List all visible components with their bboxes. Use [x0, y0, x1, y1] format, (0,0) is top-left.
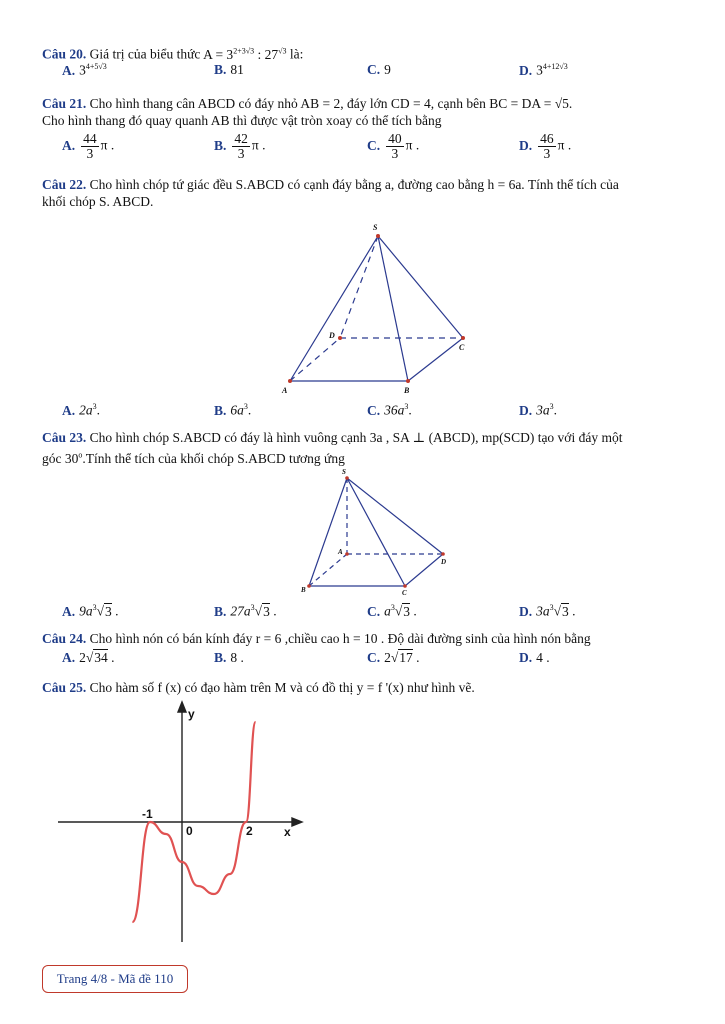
- q20-tail: là:: [289, 46, 304, 62]
- q20-options: [62, 62, 682, 84]
- q22-label-s: S: [373, 223, 378, 232]
- q21-text: Cho hình thang cân ABCD có đáy nhỏ AB = 2, đáy lớn CD = 4, cạnh bên BC = DA = √5.: [89, 96, 573, 111]
- tick-label-0: 0: [186, 824, 193, 838]
- q22-option-c[interactable]: C. $36a^3$.: [367, 402, 412, 418]
- q22-pyramid-figure: [270, 218, 480, 398]
- q21-option-a[interactable]: A. $\frac{44}{3}$ π .: [62, 131, 115, 161]
- q22-text-2: khối chóp S. ABCD.: [42, 194, 154, 209]
- q25-text: Cho hàm số f (x) có đạo hàm trên M và có đồ thị y = f '(x) như hình vẽ.: [89, 680, 475, 695]
- q24-option-d[interactable]: D. 4 .: [519, 650, 550, 665]
- q23-label-b: B: [301, 586, 306, 594]
- tick-label-2: 2: [246, 824, 253, 838]
- q23-label-s: S: [342, 468, 346, 476]
- q20-option-d[interactable]: D. $3^{4+12√3}$: [519, 62, 568, 78]
- q22-label-b: B: [404, 386, 410, 395]
- x-axis-label: x: [284, 825, 291, 839]
- q20-option-c[interactable]: C. 9: [367, 62, 391, 77]
- q22-options: [62, 402, 682, 424]
- q24-text: Cho hình nón có bán kính đáy r = 6 ,chiều cao h = 10 . Độ dài đường sinh của hình nón bằng: [89, 631, 591, 646]
- q24-option-b[interactable]: B. 8 .: [214, 650, 244, 665]
- q22-label-c: C: [459, 343, 465, 352]
- q24-number: Câu 24.: [42, 631, 87, 646]
- q20-option-b[interactable]: B. 81: [214, 62, 244, 77]
- q21-number: Câu 21.: [42, 96, 87, 111]
- q22-number: Câu 22.: [42, 177, 87, 192]
- q22-option-d[interactable]: D. $3a^3$.: [519, 402, 557, 418]
- q21-option-b[interactable]: B. $\frac{42}{3}$ π .: [214, 131, 266, 161]
- q25-derivative-graph: [58, 700, 308, 945]
- q22-label-a: A: [282, 386, 288, 395]
- q23-text-2: góc 30$^o$.Tính thể tích của khối chóp S.ABCD tương ứng: [42, 450, 345, 466]
- q20-expression: $A = 3^{2+3√3}$ : $27^{√3}$: [203, 46, 287, 62]
- question-25: [42, 679, 690, 696]
- q23-options: [62, 603, 682, 625]
- q23-option-a[interactable]: A. $9a^3√3$ .: [62, 603, 119, 619]
- q22-option-b[interactable]: B. $6a^3$.: [214, 402, 252, 418]
- q21-options: [62, 132, 682, 166]
- question-20: [42, 42, 690, 63]
- q21-text-2: Cho hình thang đó quay quanh AB thì được vật tròn xoay có thể tích bằng: [42, 113, 442, 128]
- q22-text: Cho hình chóp tứ giác đều S.ABCD có cạnh đáy bằng a, đường cao bằng h = 6a. Tính thể tích của: [89, 177, 619, 192]
- q20-text: Giá trị của biểu thức: [89, 46, 201, 62]
- y-axis-arrow: [178, 702, 186, 712]
- q23-label-a: A: [338, 548, 343, 556]
- q23-label-c: C: [402, 589, 407, 597]
- question-22: [42, 176, 690, 210]
- page-footer: Trang 4/8 - Mã đề 110: [42, 965, 188, 993]
- question-23: [42, 429, 690, 467]
- q23-text: Cho hình chóp S.ABCD có đáy là hình vuông cạnh 3a , SA ⊥ (ABCD), mp(SCD) tạo với đáy một: [89, 430, 623, 445]
- q20-option-a[interactable]: A. $3^{4+5√3}$: [62, 62, 107, 78]
- q23-number: Câu 23.: [42, 430, 87, 445]
- q24-option-c[interactable]: C. 2√17 .: [367, 650, 420, 665]
- q23-option-d[interactable]: D. $3a^3√3$ .: [519, 603, 576, 619]
- q23-label-d: D: [441, 558, 447, 566]
- q23-pyramid-figure: [295, 466, 455, 598]
- x-axis-arrow: [292, 818, 302, 826]
- question-24: [42, 630, 690, 647]
- q24-option-a[interactable]: A. 2√34 .: [62, 650, 115, 665]
- q25-number: Câu 25.: [42, 680, 87, 695]
- q23-option-b[interactable]: B. $27a^3√3$ .: [214, 603, 277, 619]
- q21-option-c[interactable]: C. $\frac{40}{3}$ π .: [367, 131, 420, 161]
- question-21: [42, 95, 690, 129]
- tick-label-neg1: -1: [142, 807, 153, 821]
- q23-option-c[interactable]: C. $a^3√3$ .: [367, 603, 417, 619]
- q20-number: Câu 20.: [42, 46, 87, 62]
- q22-option-a[interactable]: A. $2a^3$.: [62, 402, 100, 418]
- q21-option-d[interactable]: D. $\frac{46}{3}$ π .: [519, 131, 572, 161]
- q24-options: [62, 650, 682, 672]
- q22-label-d: D: [329, 331, 335, 340]
- y-axis-label: y: [188, 707, 195, 721]
